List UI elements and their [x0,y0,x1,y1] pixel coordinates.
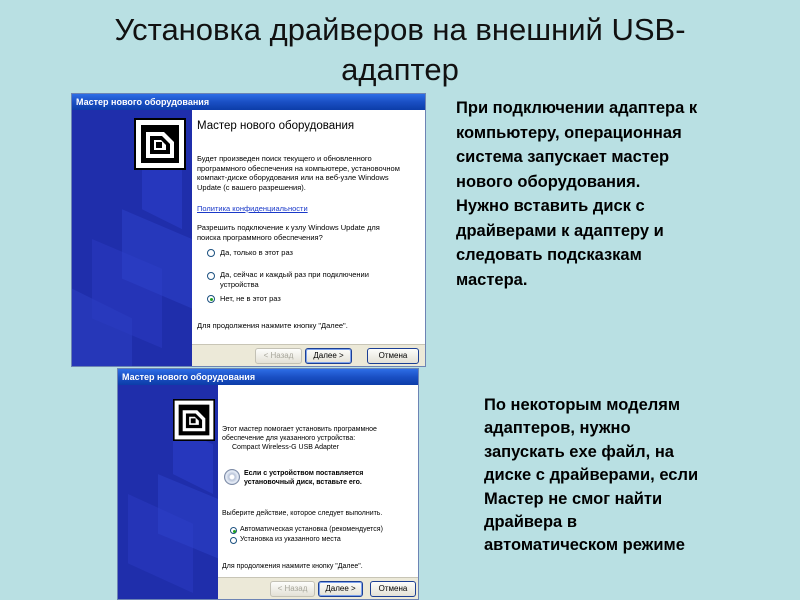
radio-install-from-location-label[interactable]: Установка из указанного места [240,536,341,543]
wizard-2-footer-text: Для продолжения нажмите кнопку "Далее". [222,563,363,570]
note-1-line: система запускает мастер [456,148,670,166]
hardware-wizard-icon [173,399,215,441]
radio-yes-once-label[interactable]: Да, только в этот раз [220,248,293,257]
note-2-line: драйвера в [484,513,577,532]
privacy-policy-link[interactable]: Политика конфиденциальности [197,204,308,213]
wizard-2-button-bar [218,577,418,599]
cancel-button[interactable]: Отмена [367,348,419,364]
wizard-1-side-panel [72,110,192,366]
slide-title-line-2: адаптер [341,52,459,87]
wizard-2-device-name: Compact Wireless-G USB Adapter [232,444,339,451]
wizard-1-question-line-1: Разрешить подключение к узлу Windows Update для [197,223,380,232]
back-button[interactable]: < Назад [270,581,315,597]
wizard-2-intro-line-1: Этот мастер помогает установить программное [222,426,377,433]
wizard-2-side-panel [118,385,218,599]
slide-title [0,10,800,90]
wizard-2-titlebar[interactable]: Мастер нового оборудования [118,369,418,385]
radio-yes-always[interactable] [207,272,215,280]
radio-automatic-install-label[interactable]: Автоматическая установка (рекомендуется) [240,526,383,533]
note-1-line: Нужно вставить диск с [456,197,645,215]
wizard-1-titlebar[interactable]: Мастер нового оборудования [72,94,425,110]
wizard-2-cd-line-2: установочный диск, вставьте его. [244,479,362,486]
wizard-1-content [192,110,425,344]
hardware-wizard-icon [134,118,186,170]
note-1-line: компьютеру, операционная [456,123,682,142]
note-2-line: адаптеров, нужно [484,419,631,438]
note-2-line: запускать exe файл, на [484,442,674,461]
note-1-line: драйверами к адаптеру и [456,221,664,240]
radio-yes-always-label-2[interactable]: устройства [220,279,259,289]
note-1-line: При подключении адаптера к [456,99,698,117]
wizard-2-cd-line-1: Если с устройством поставляется [244,470,364,477]
radio-yes-once[interactable] [207,249,215,257]
radio-yes-always-label[interactable]: Да, сейчас и каждый раз при подключении [220,270,369,279]
wizard-1-button-bar [192,344,425,366]
wizard-1-intro-line-2: программного обеспечения на компьютере, установочном [197,163,400,173]
note-2-line: Мастер не смог найти [484,489,663,508]
note-1-line: мастера. [456,270,528,289]
note-1-line: следовать подсказкам [456,246,642,264]
radio-automatic-install[interactable] [230,527,237,534]
wizard-window-1 [71,93,426,367]
wizard-window-2 [117,368,419,600]
wizard-2-content [218,385,418,577]
cd-icon [224,469,240,485]
cancel-button[interactable]: Отмена [370,581,416,597]
wizard-1-question-line-2: поиска программного обеспечения? [197,232,323,242]
wizard-1-intro-line-3: компакт-диске оборудования или на веб-узле Windows [197,173,389,182]
wizard-1-intro-line-1: Будет произведен поиск текущего и обновленного [197,154,372,163]
wizard-2-choose-action: Выберите действие, которое следует выполнить. [222,510,383,517]
next-button[interactable]: Далее > [305,348,352,364]
note-2-line: автоматическом режиме [484,536,685,555]
explanation-note-1 [456,96,776,292]
radio-no-not-now[interactable] [207,295,215,303]
slide-title-line-1: Установка драйверов на внешний USB- [114,12,686,47]
note-2-line: диске с драйверами, если [484,466,699,485]
radio-no-not-now-label[interactable]: Нет, не в этот раз [220,294,281,303]
radio-install-from-location[interactable] [230,537,237,544]
back-button[interactable]: < Назад [255,348,302,364]
next-button[interactable]: Далее > [318,581,363,597]
note-1-line: нового оборудования. [456,172,641,191]
wizard-1-footer-text: Для продолжения нажмите кнопку "Далее". [197,321,348,330]
wizard-1-intro-line-4: Update (с вашего разрешения). [197,182,306,192]
wizard-1-heading: Мастер нового оборудования [197,120,355,132]
explanation-note-2 [484,394,784,558]
wizard-2-intro-line-2: обеспечение для указанного устройства: [222,435,356,442]
note-2-line: По некоторым моделям [484,396,681,414]
